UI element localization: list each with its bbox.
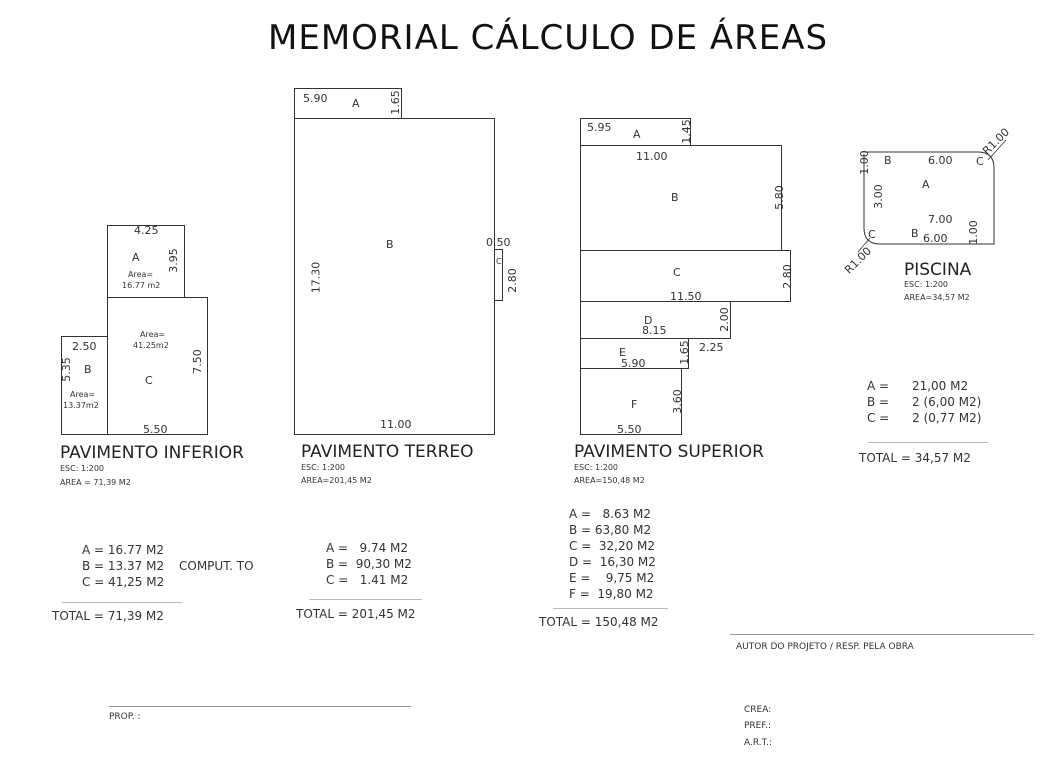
author-label: AUTOR DO PROJETO / RESP. PELA OBRA bbox=[736, 642, 914, 652]
room-b-label: B bbox=[386, 238, 394, 251]
dim-right-bottom: 1.00 bbox=[966, 220, 980, 245]
room-b-area-value: 13.37m2 bbox=[63, 401, 99, 410]
room-b-label: B bbox=[671, 191, 679, 204]
room-b bbox=[580, 145, 782, 251]
list-row-d: D = 16,30 M2 bbox=[569, 555, 656, 569]
room-a-label: A bbox=[633, 128, 641, 141]
author-line bbox=[730, 634, 1034, 635]
list-row-b: B = 2 (6,00 M2) bbox=[867, 395, 982, 409]
dim-left: 3.00 bbox=[871, 184, 885, 209]
room-d-label: D bbox=[644, 314, 653, 327]
list-row-a: A = 8.63 M2 bbox=[569, 507, 652, 521]
room-a-area-value: 16.77 m2 bbox=[122, 281, 161, 290]
pool-label-b-bottom: B bbox=[911, 227, 919, 240]
prop-line bbox=[109, 706, 411, 707]
list-row-f: F = 19,80 M2 bbox=[569, 587, 654, 601]
dim-e-height: 1.65 bbox=[677, 340, 691, 365]
dim-b-width: 11.00 bbox=[380, 418, 412, 431]
dim-mid: 7.00 bbox=[928, 213, 953, 226]
plan-terreo-area: AREA=201,45 M2 bbox=[301, 476, 372, 485]
plan-inferior-area: AREA = 71,39 M2 bbox=[60, 478, 131, 487]
dim-c-width: 5.50 bbox=[143, 423, 168, 436]
plan-superior-area: AREA=150,48 M2 bbox=[574, 476, 645, 485]
room-c-label: C bbox=[496, 257, 502, 266]
total-divider bbox=[309, 599, 422, 600]
dim-f-width: 5.50 bbox=[617, 423, 642, 436]
dim-c-width: 11.50 bbox=[670, 290, 702, 303]
pool-label-c-top: C bbox=[976, 155, 984, 168]
pool-label-c-bottom: C bbox=[868, 228, 876, 241]
room-b-area-label: Area= bbox=[70, 390, 96, 399]
room-a-label: A bbox=[132, 251, 140, 264]
list-row-a: A = 21,00 M2 bbox=[867, 379, 969, 393]
dim-c-height: 2.80 bbox=[505, 268, 519, 293]
plan-superior-name: PAVIMENTO SUPERIOR bbox=[574, 442, 764, 462]
dim-b-width: 11.00 bbox=[636, 150, 668, 163]
dim-a-width: 5.95 bbox=[587, 121, 612, 134]
plan-inferior-scale: ESC: 1:200 bbox=[60, 464, 105, 473]
room-a-area-label: Area= bbox=[128, 270, 154, 279]
room-b-label: B bbox=[84, 363, 92, 376]
total-divider bbox=[868, 442, 988, 443]
list-row-b: B = 13.37 M2 bbox=[82, 559, 165, 573]
room-e-label: E bbox=[619, 346, 626, 359]
total-divider bbox=[62, 602, 182, 603]
room-c-area-label: Area= bbox=[140, 330, 166, 339]
list-row-c: C = 1.41 M2 bbox=[326, 573, 409, 587]
room-b bbox=[294, 118, 495, 435]
list-row-a: A = 16.77 M2 bbox=[82, 543, 165, 557]
dim-a-height: 3.95 bbox=[166, 248, 180, 273]
dim-a-width: 5.90 bbox=[303, 92, 328, 105]
dim-d-offset: 2.25 bbox=[699, 341, 724, 354]
room-f-label: F bbox=[631, 398, 638, 411]
plan-inferior-name: PAVIMENTO INFERIOR bbox=[60, 443, 244, 463]
dim-c-height: 7.50 bbox=[190, 349, 204, 374]
dim-c-height: 2.80 bbox=[780, 264, 794, 289]
dim-b-height: 5.80 bbox=[772, 185, 786, 210]
dim-a-width: 4.25 bbox=[134, 224, 159, 237]
plan-terreo-scale: ESC: 1:200 bbox=[301, 463, 346, 472]
plan-superior-scale: ESC: 1:200 bbox=[574, 463, 619, 472]
room-a-label: A bbox=[352, 97, 360, 110]
dim-d-height: 2.00 bbox=[717, 307, 731, 332]
dim-b-width: 2.50 bbox=[72, 340, 97, 353]
dim-radius-bottom: R1.00 bbox=[842, 244, 875, 277]
dim-f-height: 3.60 bbox=[670, 389, 684, 414]
prop-label: PROP. : bbox=[109, 712, 141, 722]
list-row-c: C = 32,20 M2 bbox=[569, 539, 656, 553]
page-title: MEMORIAL CÁLCULO DE ÁREAS bbox=[268, 18, 829, 58]
pool-label-b-top: B bbox=[884, 154, 892, 167]
list-row-a: A = 9.74 M2 bbox=[326, 541, 409, 555]
room-c-label: C bbox=[145, 374, 153, 387]
total-superior: TOTAL = 150,48 M2 bbox=[539, 615, 659, 629]
list-row-b: B = 90,30 M2 bbox=[326, 557, 412, 571]
list-row-c: C = 41,25 M2 bbox=[82, 575, 165, 589]
dim-e-width: 5.90 bbox=[621, 357, 646, 370]
room-c-area-value: 41.25m2 bbox=[133, 341, 169, 350]
art-label: A.R.T.: bbox=[744, 738, 772, 748]
crea-label: CREA: bbox=[744, 705, 772, 715]
list-row-b: B = 63,80 M2 bbox=[569, 523, 652, 537]
dim-top: 6.00 bbox=[928, 154, 953, 167]
plan-piscina-area: AREA=34,57 M2 bbox=[904, 293, 970, 302]
list-row-c: C = 2 (0,77 M2) bbox=[867, 411, 982, 425]
plan-terreo-name: PAVIMENTO TERREO bbox=[301, 442, 474, 462]
pool-label-a: A bbox=[922, 178, 930, 191]
room-c-label: C bbox=[673, 266, 681, 279]
dim-bottom: 6.00 bbox=[923, 232, 948, 245]
dim-radius-top: R1.00 bbox=[980, 125, 1013, 158]
plan-piscina-scale: ESC: 1:200 bbox=[904, 280, 949, 289]
dim-b-height: 5.35 bbox=[59, 357, 73, 382]
dim-d-width: 8.15 bbox=[642, 324, 667, 337]
total-divider bbox=[553, 608, 668, 609]
plan-piscina-name: PISCINA bbox=[904, 260, 972, 280]
dim-a-height: 1.65 bbox=[388, 90, 402, 115]
total-piscina: TOTAL = 34,57 M2 bbox=[859, 451, 971, 465]
dim-left-top: 1.00 bbox=[857, 150, 871, 175]
list-row-e: E = 9,75 M2 bbox=[569, 571, 655, 585]
dim-c-width: 0.50 bbox=[486, 236, 511, 249]
total-terreo: TOTAL = 201,45 M2 bbox=[296, 607, 416, 621]
dim-b-height: 17.30 bbox=[309, 261, 323, 294]
dim-a-height: 1.45 bbox=[679, 119, 693, 144]
total-inferior: TOTAL = 71,39 M2 bbox=[52, 609, 164, 623]
pref-label: PREF.: bbox=[744, 721, 771, 731]
computed-note: COMPUT. TO bbox=[179, 559, 254, 573]
